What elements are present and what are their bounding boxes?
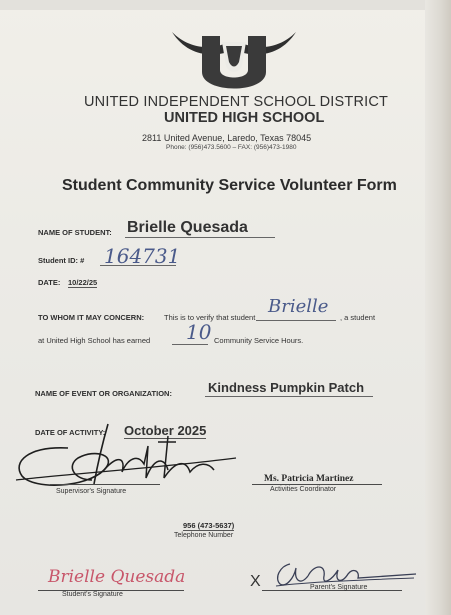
- concern-suffix: , a student: [340, 313, 376, 322]
- parent-x-mark: X: [250, 573, 261, 590]
- student-signature-image: [44, 560, 204, 590]
- event-label: NAME OF EVENT OR ORGANIZATION:: [35, 389, 172, 398]
- earned-suffix: Community Service Hours.: [214, 336, 304, 345]
- logo-letter: U: [233, 36, 235, 37]
- district-name: UNITED INDEPENDENT SCHOOL DISTRICT: [84, 94, 389, 110]
- longhorn-u-logo: [168, 22, 300, 94]
- student-signature-text: Brielle Quesada: [48, 567, 186, 587]
- concern-label: TO WHOM IT MAY CONCERN:: [38, 313, 145, 322]
- student-id-value: 164731: [104, 244, 181, 268]
- date-value: 10/22/25: [68, 278, 98, 287]
- event-line: [205, 396, 373, 397]
- telephone-caption: Telephone Number: [174, 532, 234, 539]
- parent-caption: Parent's Signature: [310, 584, 368, 591]
- form-title: Student Community Service Volunteer Form: [62, 177, 397, 194]
- concern-student-handwritten: Brielle: [268, 296, 329, 317]
- school-address: 2811 United Avenue, Laredo, Texas 78045: [142, 133, 312, 143]
- concern-student-line: [256, 320, 336, 321]
- event-value: Kindness Pumpkin Patch: [208, 380, 365, 395]
- student-name-value: Brielle Quesada: [127, 219, 248, 236]
- school-name: UNITED HIGH SCHOOL: [164, 110, 325, 126]
- date-label: DATE:: [38, 278, 61, 287]
- concern-text: This is to verify that student: [164, 313, 256, 322]
- student-id-label: Student ID: #: [38, 256, 85, 265]
- page-top-edge: [0, 0, 451, 10]
- page-right-edge: [425, 0, 451, 615]
- supervisor-caption: Supervisor's Signature: [56, 488, 127, 495]
- coordinator-line: [252, 484, 382, 485]
- telephone-value: 956 (473-5637): [183, 521, 235, 530]
- activity-label: DATE OF ACTIVITY:: [35, 428, 106, 437]
- supervisor-signature-scribble: [8, 418, 238, 494]
- coordinator-name: Ms. Patricia Martinez: [264, 474, 354, 484]
- student-name-line: [125, 237, 275, 238]
- hours-line: [172, 344, 208, 345]
- hours-value: 10: [186, 320, 212, 344]
- coordinator-title: Activities Coordinator: [270, 486, 337, 493]
- student-id-line: [100, 265, 176, 266]
- student-caption: Student's Signature: [62, 591, 123, 598]
- supervisor-signature-line: [50, 484, 160, 485]
- activity-value: October 2025: [124, 423, 207, 438]
- earned-prefix: at United High School has earned: [38, 336, 151, 345]
- school-phone: Phone: (956)473.5600 – FAX: (956)473-1980: [166, 144, 297, 151]
- student-name-label: NAME OF STUDENT:: [38, 228, 112, 237]
